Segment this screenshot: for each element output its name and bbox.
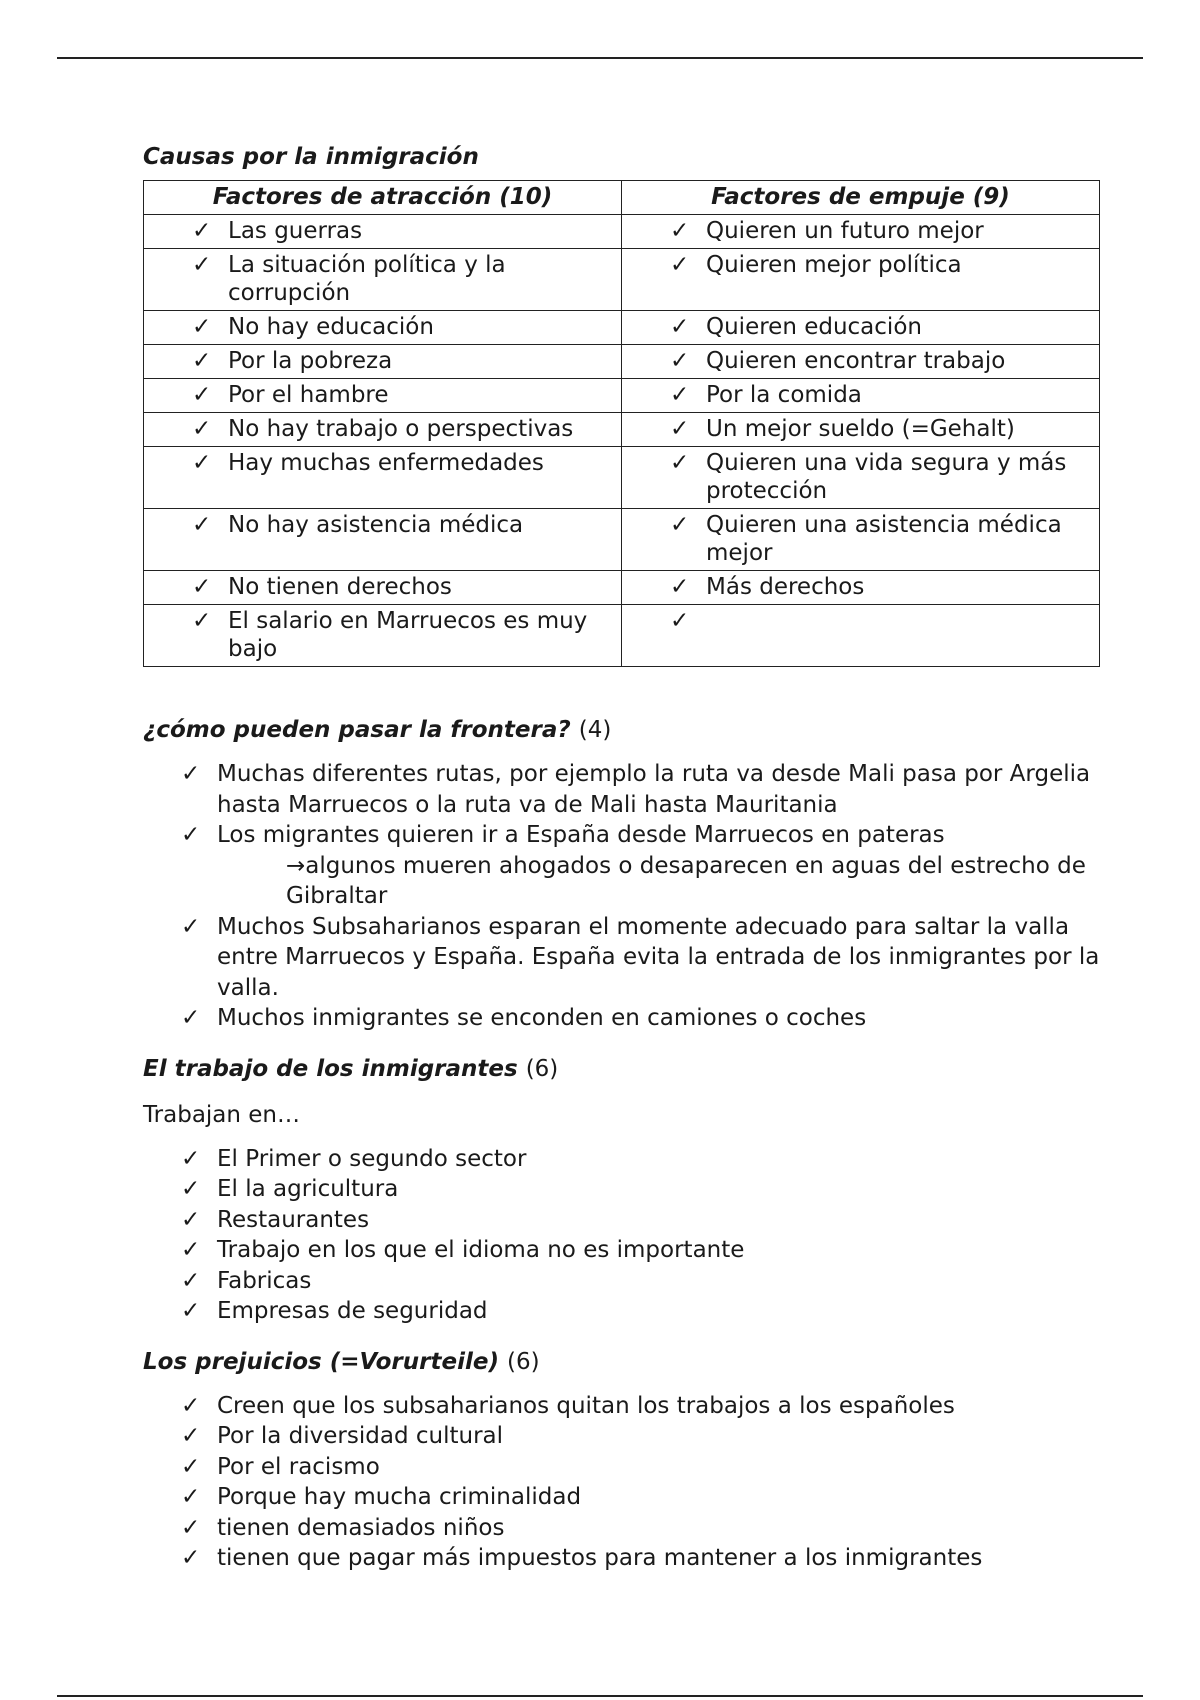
list-item: ✓ Los migrantes quieren ir a España desde Marruecos en pateras xyxy=(181,820,1103,851)
atraccion-item: La situación política y la corrupción xyxy=(228,252,506,306)
check-icon: ✓ xyxy=(181,822,201,848)
section-prejuicios xyxy=(143,1345,1103,1574)
check-icon: ✓ xyxy=(192,450,212,476)
header-atraccion: Factores de atracción (10) xyxy=(144,181,622,215)
atraccion-item: El salario en Marruecos es muy bajo xyxy=(228,608,588,662)
check-icon: ✓ xyxy=(670,252,690,278)
empuje-item: Quieren una asistencia médica mejor xyxy=(706,512,1062,566)
list-item: ✓ Restaurantes xyxy=(181,1205,1103,1236)
check-icon: ✓ xyxy=(181,1423,201,1449)
document-body xyxy=(143,140,1103,1574)
table-row xyxy=(144,447,1100,509)
empuje-item: Quieren una vida segura y más protección xyxy=(706,450,1067,504)
check-icon: ✓ xyxy=(670,416,690,442)
title-causas: Causas por la inmigración xyxy=(143,144,479,170)
list-item: ✓ Fabricas xyxy=(181,1266,1103,1297)
check-icon: ✓ xyxy=(181,913,201,940)
empuje-item: Más derechos xyxy=(706,574,865,600)
list-item: ✓ Por la diversidad cultural xyxy=(181,1421,1103,1452)
empuje-item: Quieren encontrar trabajo xyxy=(706,348,1006,374)
list-item: ✓ Muchos Subsaharianos esparan el momente adecuado para saltar la valla entre Marruecos y España. España evita la entrada de los inmigrantes por la valla. xyxy=(181,912,1103,1004)
check-icon: ✓ xyxy=(181,1176,201,1202)
frontera-subnote: →algunos mueren ahogados o desaparecen en aguas del estrecho de Gibraltar xyxy=(286,852,1086,909)
atraccion-item: Las guerras xyxy=(228,218,363,244)
list-item: ✓ El Primer o segundo sector xyxy=(181,1144,1103,1175)
check-icon: ✓ xyxy=(670,382,690,408)
atraccion-item: No hay trabajo o perspectivas xyxy=(228,416,574,442)
count-prejuicios: (6) xyxy=(506,1348,540,1375)
empuje-item: Quieren educación xyxy=(706,314,922,340)
prejuicios-list xyxy=(181,1391,1103,1574)
check-icon: ✓ xyxy=(181,1298,201,1324)
frontera-list xyxy=(181,759,1103,851)
atraccion-item: No hay educación xyxy=(228,314,434,340)
footer-rule xyxy=(57,1695,1143,1697)
table-row xyxy=(144,571,1100,605)
check-icon: ✓ xyxy=(192,314,212,340)
check-icon: ✓ xyxy=(181,1145,201,1172)
list-item: ✓ Trabajo en los que el idioma no es importante xyxy=(181,1235,1103,1266)
check-icon: ✓ xyxy=(670,512,690,538)
section-frontera xyxy=(143,713,1103,1034)
count-frontera: (4) xyxy=(578,717,612,743)
list-item: ✓ Muchos inmigrantes se enconden en camiones o coches xyxy=(181,1003,1103,1034)
empuje-item: Quieren un futuro mejor xyxy=(706,218,984,244)
table-row xyxy=(144,249,1100,311)
list-item: ✓ Creen que los subsaharianos quitan los trabajos a los españoles xyxy=(181,1391,1103,1422)
check-icon: ✓ xyxy=(670,450,690,476)
list-item: ✓ tienen demasiados niños xyxy=(181,1513,1103,1544)
table-row xyxy=(144,311,1100,345)
atraccion-item: No hay asistencia médica xyxy=(228,512,524,538)
atraccion-item: Hay muchas enfermedades xyxy=(228,450,544,476)
header-empuje: Factores de empuje (9) xyxy=(622,181,1100,215)
list-item: ✓ Muchas diferentes rutas, por ejemplo la ruta va desde Mali pasa por Argelia hasta Marruecos o la ruta va de Mali hasta Mauritania xyxy=(181,759,1103,820)
check-icon: ✓ xyxy=(192,382,212,408)
section-trabajo xyxy=(143,1052,1103,1327)
check-icon: ✓ xyxy=(192,574,212,600)
check-icon: ✓ xyxy=(181,1392,201,1419)
check-icon: ✓ xyxy=(181,1005,201,1031)
check-icon: ✓ xyxy=(181,1237,201,1263)
list-item: ✓ El la agricultura xyxy=(181,1174,1103,1205)
list-item: ✓ Porque hay mucha criminalidad xyxy=(181,1482,1103,1513)
check-icon: ✓ xyxy=(192,218,212,244)
check-icon: ✓ xyxy=(181,1484,201,1510)
check-icon: ✓ xyxy=(192,608,212,634)
atraccion-item: No tienen derechos xyxy=(228,574,452,600)
empuje-item xyxy=(706,607,1091,635)
heading-prejuicios: Los prejuicios (=Vorurteile) (6) xyxy=(143,1348,540,1375)
check-icon: ✓ xyxy=(192,348,212,374)
atraccion-item: Por la pobreza xyxy=(228,348,393,374)
header-rule xyxy=(57,57,1143,59)
list-item: ✓ tienen que pagar más impuestos para mantener a los inmigrantes xyxy=(181,1543,1103,1574)
check-icon: ✓ xyxy=(192,512,212,538)
empuje-item: Por la comida xyxy=(706,382,862,408)
trabajo-intro: Trabajan en… xyxy=(143,1101,301,1128)
table-row xyxy=(144,215,1100,249)
check-icon: ✓ xyxy=(670,314,690,340)
frontera-list-cont xyxy=(181,912,1103,1034)
check-icon: ✓ xyxy=(181,1514,201,1541)
check-icon: ✓ xyxy=(670,218,690,244)
list-item: ✓ Empresas de seguridad xyxy=(181,1296,1103,1327)
heading-frontera: ¿cómo pueden pasar la frontera? (4) xyxy=(143,717,612,743)
list-item: ✓ Por el racismo xyxy=(181,1452,1103,1483)
count-trabajo: (6) xyxy=(525,1055,559,1082)
check-icon: ✓ xyxy=(192,416,212,442)
atraccion-item: Por el hambre xyxy=(228,382,389,408)
check-icon: ✓ xyxy=(670,574,690,600)
check-icon: ✓ xyxy=(181,761,201,787)
check-icon: ✓ xyxy=(670,608,690,634)
trabajo-list xyxy=(181,1144,1103,1327)
check-icon: ✓ xyxy=(181,1206,201,1233)
heading-trabajo: El trabajo de los inmigrantes (6) xyxy=(143,1055,559,1082)
check-icon: ✓ xyxy=(181,1267,201,1294)
check-icon: ✓ xyxy=(181,1453,201,1480)
check-icon: ✓ xyxy=(181,1545,201,1571)
empuje-item: Quieren mejor política xyxy=(706,252,962,278)
table-row xyxy=(144,345,1100,379)
check-icon: ✓ xyxy=(670,348,690,374)
table-row xyxy=(144,605,1100,667)
empuje-item: Un mejor sueldo (=Gehalt) xyxy=(706,416,1015,442)
table-row xyxy=(144,379,1100,413)
table-row xyxy=(144,509,1100,571)
table-row xyxy=(144,413,1100,447)
factors-table xyxy=(143,180,1100,667)
check-icon: ✓ xyxy=(192,252,212,278)
